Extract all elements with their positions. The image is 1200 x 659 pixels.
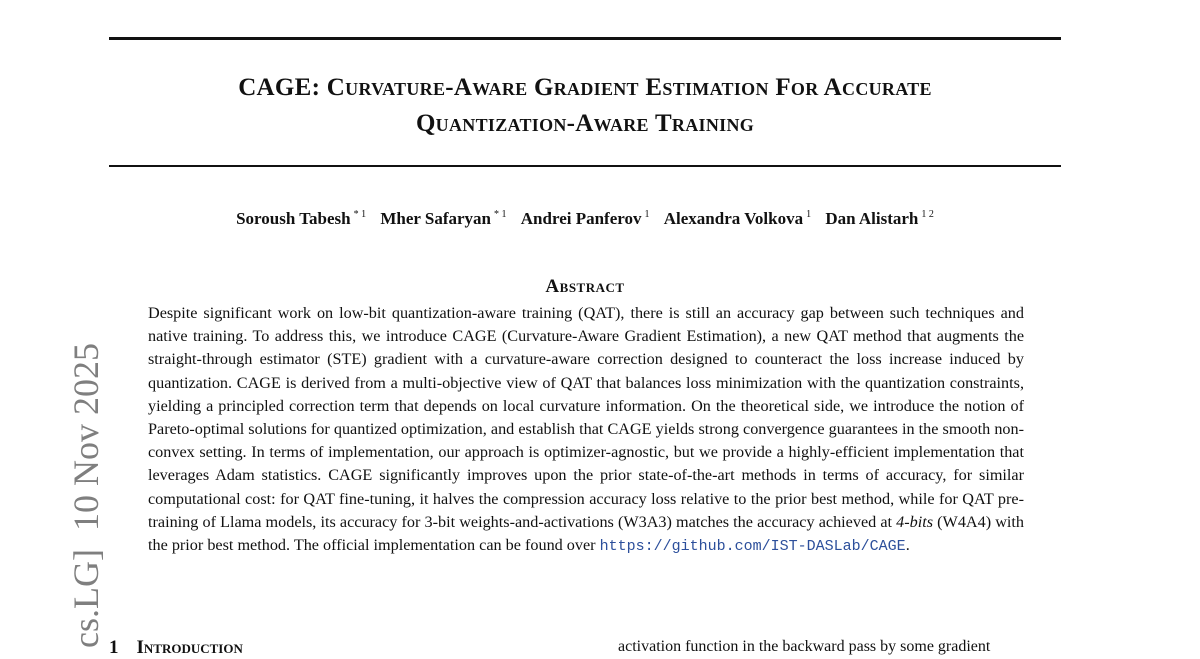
abstract-emphasis: 4-bits xyxy=(896,512,934,531)
title-line-2: Quantization-Aware Training xyxy=(415,110,755,137)
section-heading xyxy=(109,637,243,659)
title-line-1: CAGE: Curvature-Aware Gradient Estimation For Accurate xyxy=(238,74,932,101)
author: Andrei Panferov $^1$ xyxy=(520,209,650,228)
paper-title xyxy=(109,70,1061,142)
author: Mher Safaryan $^{* 1}$ xyxy=(380,209,507,228)
author: Alexandra Volkova $^1$ xyxy=(663,209,812,228)
author: Soroush Tabesh $^{* 1}$ xyxy=(236,209,367,228)
author: Dan Alistarh $^{1 2}$ xyxy=(825,209,934,228)
code-link[interactable]: https://github.com/IST-DASLab/CAGE xyxy=(599,538,906,556)
second-column-text: activation function in the backward pass by some gradient xyxy=(618,638,991,655)
abstract-text: Despite significant work on low-bit quantization-aware training (QAT), there is still an accuracy gap between such techniques and native training. To address this, we introduce CAGE (Curvature-Aware Gradient Estimation), a new QAT method that augments the straight-through estimator (STE) gradient with a curvature-aware correction designed to counteract the loss increase induced by quantization. CAGE is derived from a multi-objective view of QAT that balances loss minimization with the quantization constraints, yielding a principled correction term that depends on local curvature information. On the theoretical side, we introduce the notion of Pareto-optimal solutions for quantized optimization, and establish that CAGE yields strong convergence guarantees in the smooth non-convex setting. In terms of implementation, our approach is optimizer-agnostic, but we provide a highly-efficient implementation that leverages Adam statistics. CAGE significantly improves upon the prior state-of-the-art methods in terms of accuracy, for similar computational cost: for QAT fine-tuning, it halves the compression accuracy loss relative to the prior best method, while for QAT pre-training of Llama models, its accuracy for 3-bit weights-and-activations (W3A3) matches the accuracy achieved at 4-bits (W4A4) with the prior best method. The official implementation can be found over https://github.com/IST-DASLab/CAGE. xyxy=(148,304,1024,556)
section-number: 1 xyxy=(109,637,119,658)
author-list xyxy=(109,209,1061,229)
bottom-rule xyxy=(109,165,1061,167)
abstract-heading: Abstract xyxy=(545,276,625,297)
arxiv-stamp: cs.LG] 10 Nov 2025 xyxy=(66,343,106,648)
section-title: Introduction xyxy=(136,637,243,658)
top-rule xyxy=(109,37,1061,40)
